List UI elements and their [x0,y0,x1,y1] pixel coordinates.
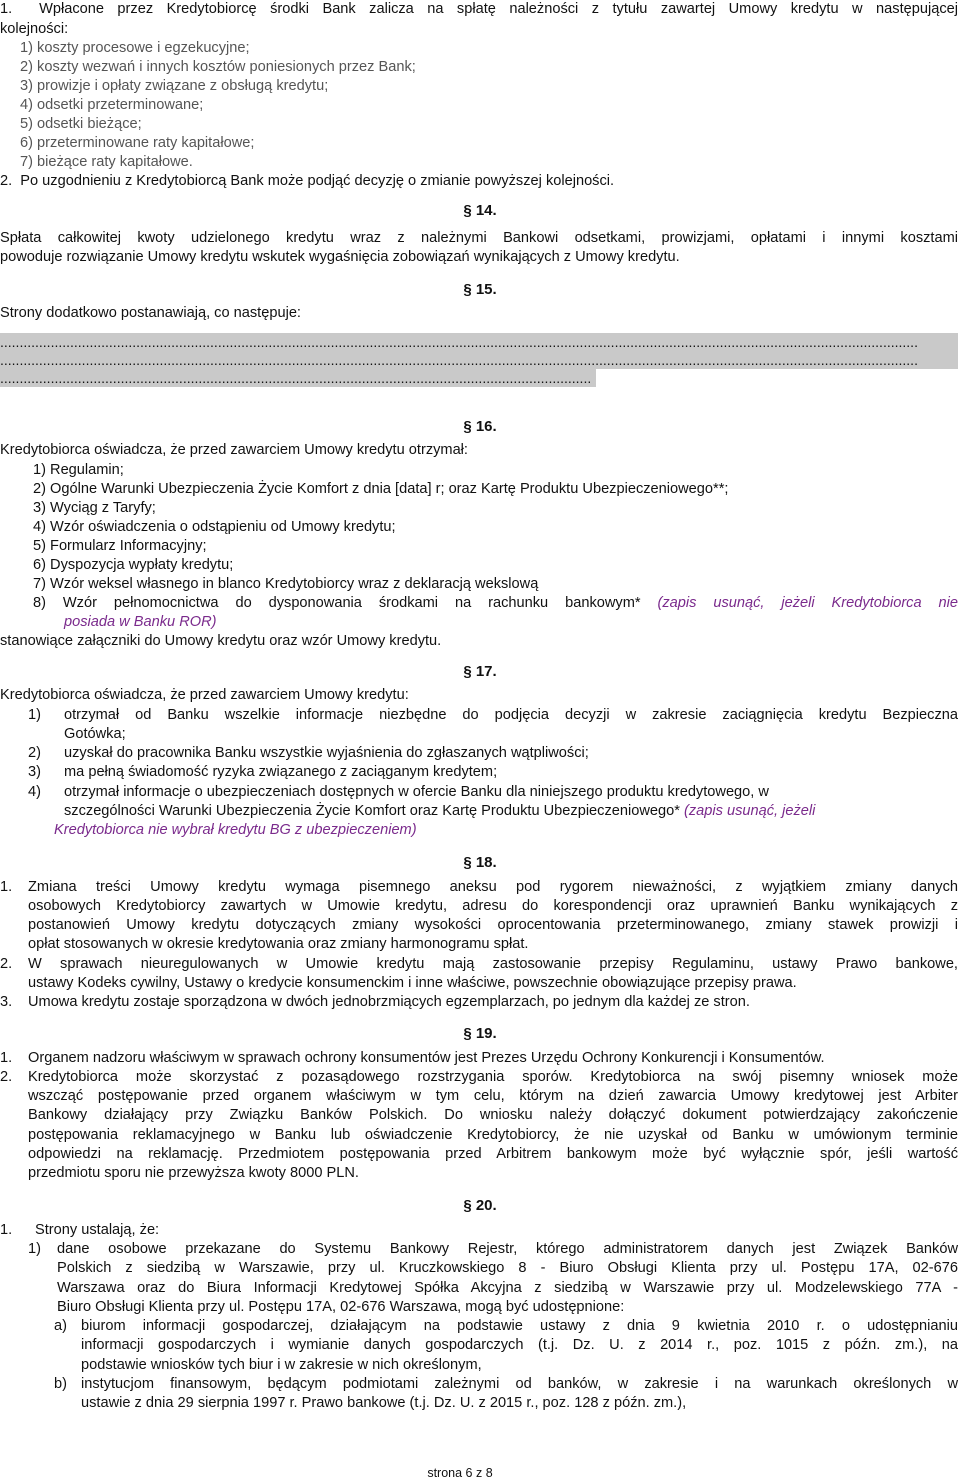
s19-p2-line2: wszcząć postępowanie przed organem właściwym w tym celu, którym na dzień zawarcia Umowy kredytowej jest Arbiter [28,1088,958,1104]
s20-p1-num: 1. [0,1222,13,1238]
s17-item-1-num: 1) [28,707,41,723]
s19-p2-num: 2. [0,1069,13,1085]
s20-item-a-line1: biurom informacji gospodarczej, działającym na podstawie ustawy z dnia 9 kwietnia 2010 r. o udostępnianiu [81,1318,958,1334]
s16-intro: Kredytobiorca oświadcza, że przed zawarciem Umowy kredytu otrzymał: [0,442,468,458]
s17-item-4-text: szczególności Warunki Ubezpieczenia Życie Komfort oraz Kartę Produktu Ubezpieczeniowego* [64,803,684,819]
fill-in-field-2[interactable]: ............................................................................................................................................................................................................................................ [0,351,958,369]
s16-item-8-text: 8) Wzór pełnomocnictwa do dysponowania środkami na rachunku bankowym* [33,595,658,611]
s20-intro: Strony ustalają, że: [35,1222,160,1238]
s13-p2: 2. Po uzgodnieniu z Kredytobiorcą Bank może podjąć decyzję o zmianie powyższej kolejności. [0,173,615,189]
s18-p3: Umowa kredytu zostaje sporządzona w dwóch jednobrzmiących egzemplarzach, po jednym dla każdej ze stron. [28,994,750,1010]
s16-item-7: 7) Wzór weksel własnego in blanco Kredytobiorcy wraz z deklaracją wekslową [33,576,539,592]
s20-item-a-letter: a) [54,1318,67,1334]
page-number-footer: strona 6 z 8 [427,1466,493,1480]
s20-item-a-line2: informacji gospodarczych i wymianie danych gospodarczych (t.j. Dz. U. z 2014 r., poz. 1015 z późn. zm.), na [81,1337,958,1353]
s13-item-2: 2) koszty wezwań i innych kosztów poniesionych przez Bank; [20,59,416,75]
s19-p2-line5: odpowiedzi na reklamację. Przedmiotem postępowania przed Arbitrem bankowym może być wyłącznie spór, jeśli wartość [28,1146,958,1162]
s20-item-a-line3: podstawie wniosków tych biur i w zakresie w nich określonym, [81,1357,482,1373]
s13-p1-line1: 1. Wpłacone przez Kredytobiorcę środki Bank zalicza na spłatę należności z tytułu zawartej Umowy kredytu w następującej [0,1,958,17]
s17-item-2: uzyskał do pracownika Banku wszystkie wyjaśnienia do zgłaszanych wątpliwości; [64,745,589,761]
s16-outro: stanowiące załączniki do Umowy kredytu oraz wzór Umowy kredytu. [0,633,442,649]
s20-item-b-line1: instytucjom finansowym, będącym podmiotami zależnymi od banków, w zakresie i na warunkach określonych w [81,1376,958,1392]
s13-item-5: 5) odsetki bieżące; [20,116,142,132]
s19-p2-line4: postępowania reklamacyjnego w Banku lub oświadczenie Kredytobiorcy, że nie uzyskał od Banku w umówionym terminie [28,1127,958,1143]
section-16-heading: § 16. [463,418,497,435]
s20-item-1-line1: dane osobowe przekazane do Systemu Bankowy Rejestr, którego administratorem danych jest Związek Banków [57,1241,958,1257]
s16-item-8-note: (zapis usunąć, jeżeli Kredytobiorca nie [657,595,958,611]
s16-item-3: 3) Wyciąg z Taryfy; [33,500,156,516]
s18-p3-num: 3. [0,994,13,1010]
s17-item-4-note-cont: Kredytobiorca nie wybrał kredytu BG z ubezpieczeniem) [54,822,417,838]
s18-p1-line4: opłat stosowanych w okresie kredytowania oraz zmiany harmonogramu spłat. [28,936,529,952]
s18-p1-line2: osobowych Kredytobiorcy zawartych w Umowie kredytu, adresu do korespondencji oraz uprawnień Banku wynikających z [28,898,958,914]
s17-item-4-num: 4) [28,784,41,800]
s19-p2-line1: Kredytobiorca może skorzystać z pozasądowego rozstrzygania sporów. Kredytobiorca na swój pisemny wniosek może [28,1069,958,1085]
s17-item-3-num: 3) [28,764,41,780]
s16-item-5: 5) Formularz Informacyjny; [33,538,207,554]
s16-item-2: 2) Ogólne Warunki Ubezpieczenia Życie Komfort z dnia [data] r; oraz Kartę Produktu Ubezpieczeniowego**; [33,481,729,497]
s16-item-4: 4) Wzór oświadczenia o odstąpieniu od Umowy kredytu; [33,519,396,535]
s18-p1-num: 1. [0,879,13,895]
s16-item-6: 6) Dyspozycja wypłaty kredytu; [33,557,234,573]
s13-p1-line2: kolejności: [0,21,69,37]
section-15-heading: § 15. [463,281,497,298]
s20-item-b-line2: ustawie z dnia 29 sierpnia 1997 r. Prawo bankowe (t.j. Dz. U. z 2015 r., poz. 128 z późn. zm.), [81,1395,687,1411]
s19-p2-line6: przedmiotu sporu nie przewyższa kwoty 8000 PLN. [28,1165,359,1181]
s16-item-1: 1) Regulamin; [33,462,124,478]
s13-item-7: 7) bieżące raty kapitałowe. [20,154,193,170]
s18-p2-line1: W sprawach nieuregulowanych w Umowie kredytu mają zastosowanie przepisy Regulaminu, ustawy Prawo bankowe, [28,956,958,972]
s17-intro: Kredytobiorca oświadcza, że przed zawarciem Umowy kredytu: [0,687,409,703]
fill-in-field-1[interactable]: ............................................................................................................................................................................................................................................ [0,333,958,351]
section-14-heading: § 14. [463,202,497,219]
s20-item-1-line2: Polskich z siedzibą w Warszawie, przy ul. Kruczkowskiego 8 - Biuro Obsługi Klienta przy ul. Postępu 17A, 02-676 [57,1260,958,1276]
s14-line2: powoduje rozwiązanie Umowy kredytu wskutek wygaśnięcia zobowiązań wynikających z Umowy kredytu. [0,249,680,265]
s19-p2-line3: Bankowy działający przy Związku Banków Polskich. Do wniosku należy dołączyć dokument potwierdzający zakończenie [28,1107,958,1123]
section-17-heading: § 17. [463,663,497,680]
s17-item-2-num: 2) [28,745,41,761]
s17-item-1-line2: Gotówka; [64,726,126,742]
fill-in-field-3[interactable]: ........................................................................................................................................................ [0,369,596,387]
section-19-heading: § 19. [463,1025,497,1042]
s16-item-8 [33,594,958,613]
s17-item-3: ma pełną świadomość ryzyka związanego z zaciąganym kredytem; [64,764,498,780]
section-18-heading: § 18. [463,854,497,871]
s18-p1-line1: Zmiana treści Umowy kredytu wymaga pisemnego aneksu pod rygorem nieważności, z wyjątkiem zmiany danych [28,879,958,895]
s13-item-6: 6) przeterminowane raty kapitałowe; [20,135,255,151]
s13-item-4: 4) odsetki przeterminowane; [20,97,204,113]
s19-p1-num: 1. [0,1050,13,1066]
s16-item-8-note-cont: posiada w Banku ROR) [64,614,217,630]
s18-p1-line3: postanowień Umowy kredytu dotyczących zmiany wysokości oprocentowania przeterminowanego, zmiany stawek prowizji i [28,917,958,933]
s20-item-1-line3: Warszawa oraz do Biura Informacji Kredytowej Spółka Akcyjna z siedzibą w Warszawie przy ul. Modzelewskiego 77A - [57,1280,958,1296]
s20-item-1-line4: Biuro Obsługi Klienta przy ul. Postępu 17A, 02-676 Warszawa, mogą być udostępnione: [57,1299,625,1315]
s18-p2-line2: ustawy Kodeks cywilny, Ustawy o kredycie konsumenckim i inne właściwe, powszechnie obowiązujące przepisy prawa. [28,975,797,991]
s17-item-4-line2 [64,802,815,821]
s15-intro: Strony dodatkowo postanawiają, co następuje: [0,305,301,321]
section-20-heading: § 20. [463,1197,497,1214]
s17-item-1-line1: otrzymał od Banku wszelkie informacje niezbędne do podjęcia decyzji w zakresie zaciągnięcia kredytu Bezpieczna [64,707,958,723]
s13-item-3: 3) prowizje i opłaty związane z obsługą kredytu; [20,78,329,94]
s17-item-4-line1: otrzymał informacje o ubezpieczeniach dostępnych w ofercie Banku dla niniejszego produktu kredytowego, w [64,784,769,800]
s20-item-b-letter: b) [54,1376,67,1392]
s13-item-1: 1) koszty procesowe i egzekucyjne; [20,40,250,56]
s17-item-4-note: (zapis usunąć, jeżeli [684,803,816,819]
s19-p1: Organem nadzoru właściwym w sprawach ochrony konsumentów jest Prezes Urzędu Ochrony Konkurencji i Konsumentów. [28,1050,825,1066]
s20-item-1-num: 1) [28,1241,41,1257]
s14-line1: Spłata całkowitej kwoty udzielonego kredytu wraz z należnymi Bankowi odsetkami, prowizjami, opłatami i innymi kosztami [0,230,958,246]
s18-p2-num: 2. [0,956,13,972]
